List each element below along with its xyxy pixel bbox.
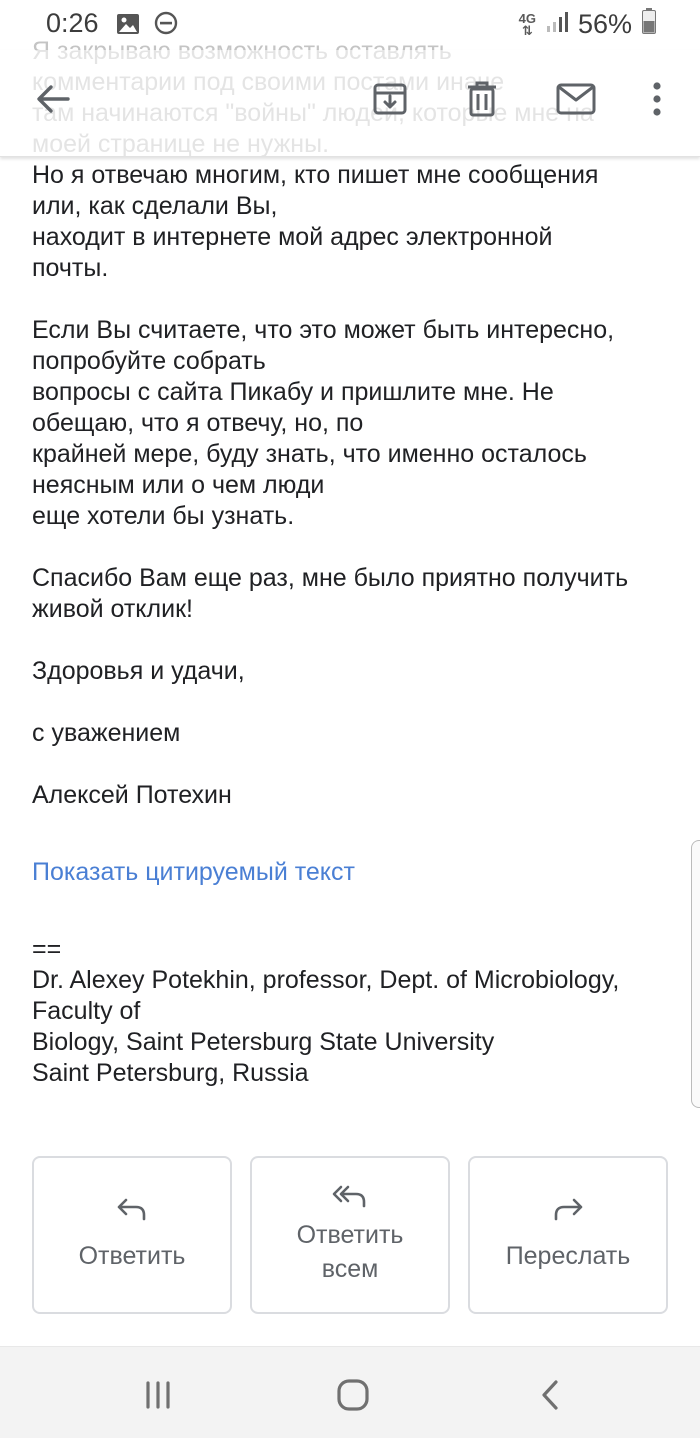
signature-line: == (32, 935, 62, 963)
mark-unread-icon[interactable] (552, 75, 600, 123)
body-paragraph (32, 656, 672, 687)
email-toolbar (0, 50, 700, 157)
forward-button[interactable] (468, 1156, 668, 1314)
show-quoted-text-link[interactable]: Показать цитируемый текст (32, 858, 355, 886)
home-icon[interactable] (333, 1375, 373, 1415)
reply-all-label-line: всем (321, 1255, 379, 1283)
back-nav-icon[interactable] (530, 1375, 570, 1415)
body-line: Если Вы считаете, что это может быть интересно, (32, 316, 615, 344)
body-paragraph (32, 315, 672, 532)
reply-icon (116, 1197, 148, 1223)
body-line: или, как сделали Вы, (32, 192, 278, 220)
body-line: Здоровья и удачи, (32, 657, 245, 685)
body-line: еще хотели бы узнать. (32, 502, 295, 530)
body-line: обещаю, что я отвечу, но, по (32, 409, 364, 437)
reply-all-button[interactable] (250, 1156, 450, 1314)
reply-button[interactable] (32, 1156, 232, 1314)
forward-icon (552, 1197, 584, 1223)
recent-apps-icon[interactable] (138, 1375, 178, 1415)
network-indicator: 4G ⇅ (518, 10, 536, 38)
system-nav-bar (0, 1346, 700, 1438)
archive-icon[interactable] (366, 75, 414, 123)
network-type-label: 4G (518, 10, 536, 26)
body-line: почты. (32, 254, 109, 282)
body-line: вопросы с сайта Пикабу и пришлите мне. Не (32, 378, 554, 406)
signal-icon (546, 9, 568, 40)
signature-line: Biology, Saint Petersburg State University (32, 1028, 495, 1056)
signature-line: Saint Petersburg, Russia (32, 1059, 309, 1087)
battery-icon (642, 8, 656, 41)
forward-label: Переслать (505, 1242, 631, 1270)
body-line: попробуйте собрать (32, 347, 266, 375)
body-paragraph (32, 160, 672, 284)
body-line: с уважением (32, 719, 181, 747)
body-line: живой отклик! (32, 595, 193, 623)
body-line: Но я отвечаю многим, кто пишет мне сообщения (32, 161, 599, 189)
image-icon (116, 11, 140, 42)
signature (32, 934, 619, 1089)
body-line: находит в интернете мой адрес электронной (32, 223, 553, 251)
body-line: крайней мере, буду знать, что именно осталось (32, 440, 587, 468)
delete-icon[interactable] (458, 75, 506, 123)
body-line: Спасибо Вам еще раз, мне было приятно получить (32, 564, 629, 592)
signature-line: Faculty of (32, 997, 141, 1025)
reply-all-icon (332, 1184, 368, 1210)
back-arrow-icon[interactable] (29, 75, 77, 123)
status-bar (0, 0, 700, 50)
battery-percent: 56% (577, 9, 632, 39)
sender-name: Алексей Потехин (32, 781, 232, 809)
body-line: неясным или о чем люди (32, 471, 325, 499)
do-not-disturb-icon (154, 11, 178, 42)
reply-all-label-line: Ответить (296, 1221, 404, 1249)
body-paragraph (32, 563, 672, 625)
body-paragraph (32, 718, 672, 749)
body-paragraph (32, 780, 672, 811)
scrollbar[interactable] (691, 840, 700, 1108)
more-vert-icon[interactable] (633, 75, 681, 123)
status-time: 0:26 (46, 8, 99, 38)
reply-label: Ответить (78, 1242, 186, 1270)
signature-line: Dr. Alexey Potekhin, professor, Dept. of Microbiology, (32, 966, 620, 994)
reply-all-label (297, 1218, 404, 1286)
